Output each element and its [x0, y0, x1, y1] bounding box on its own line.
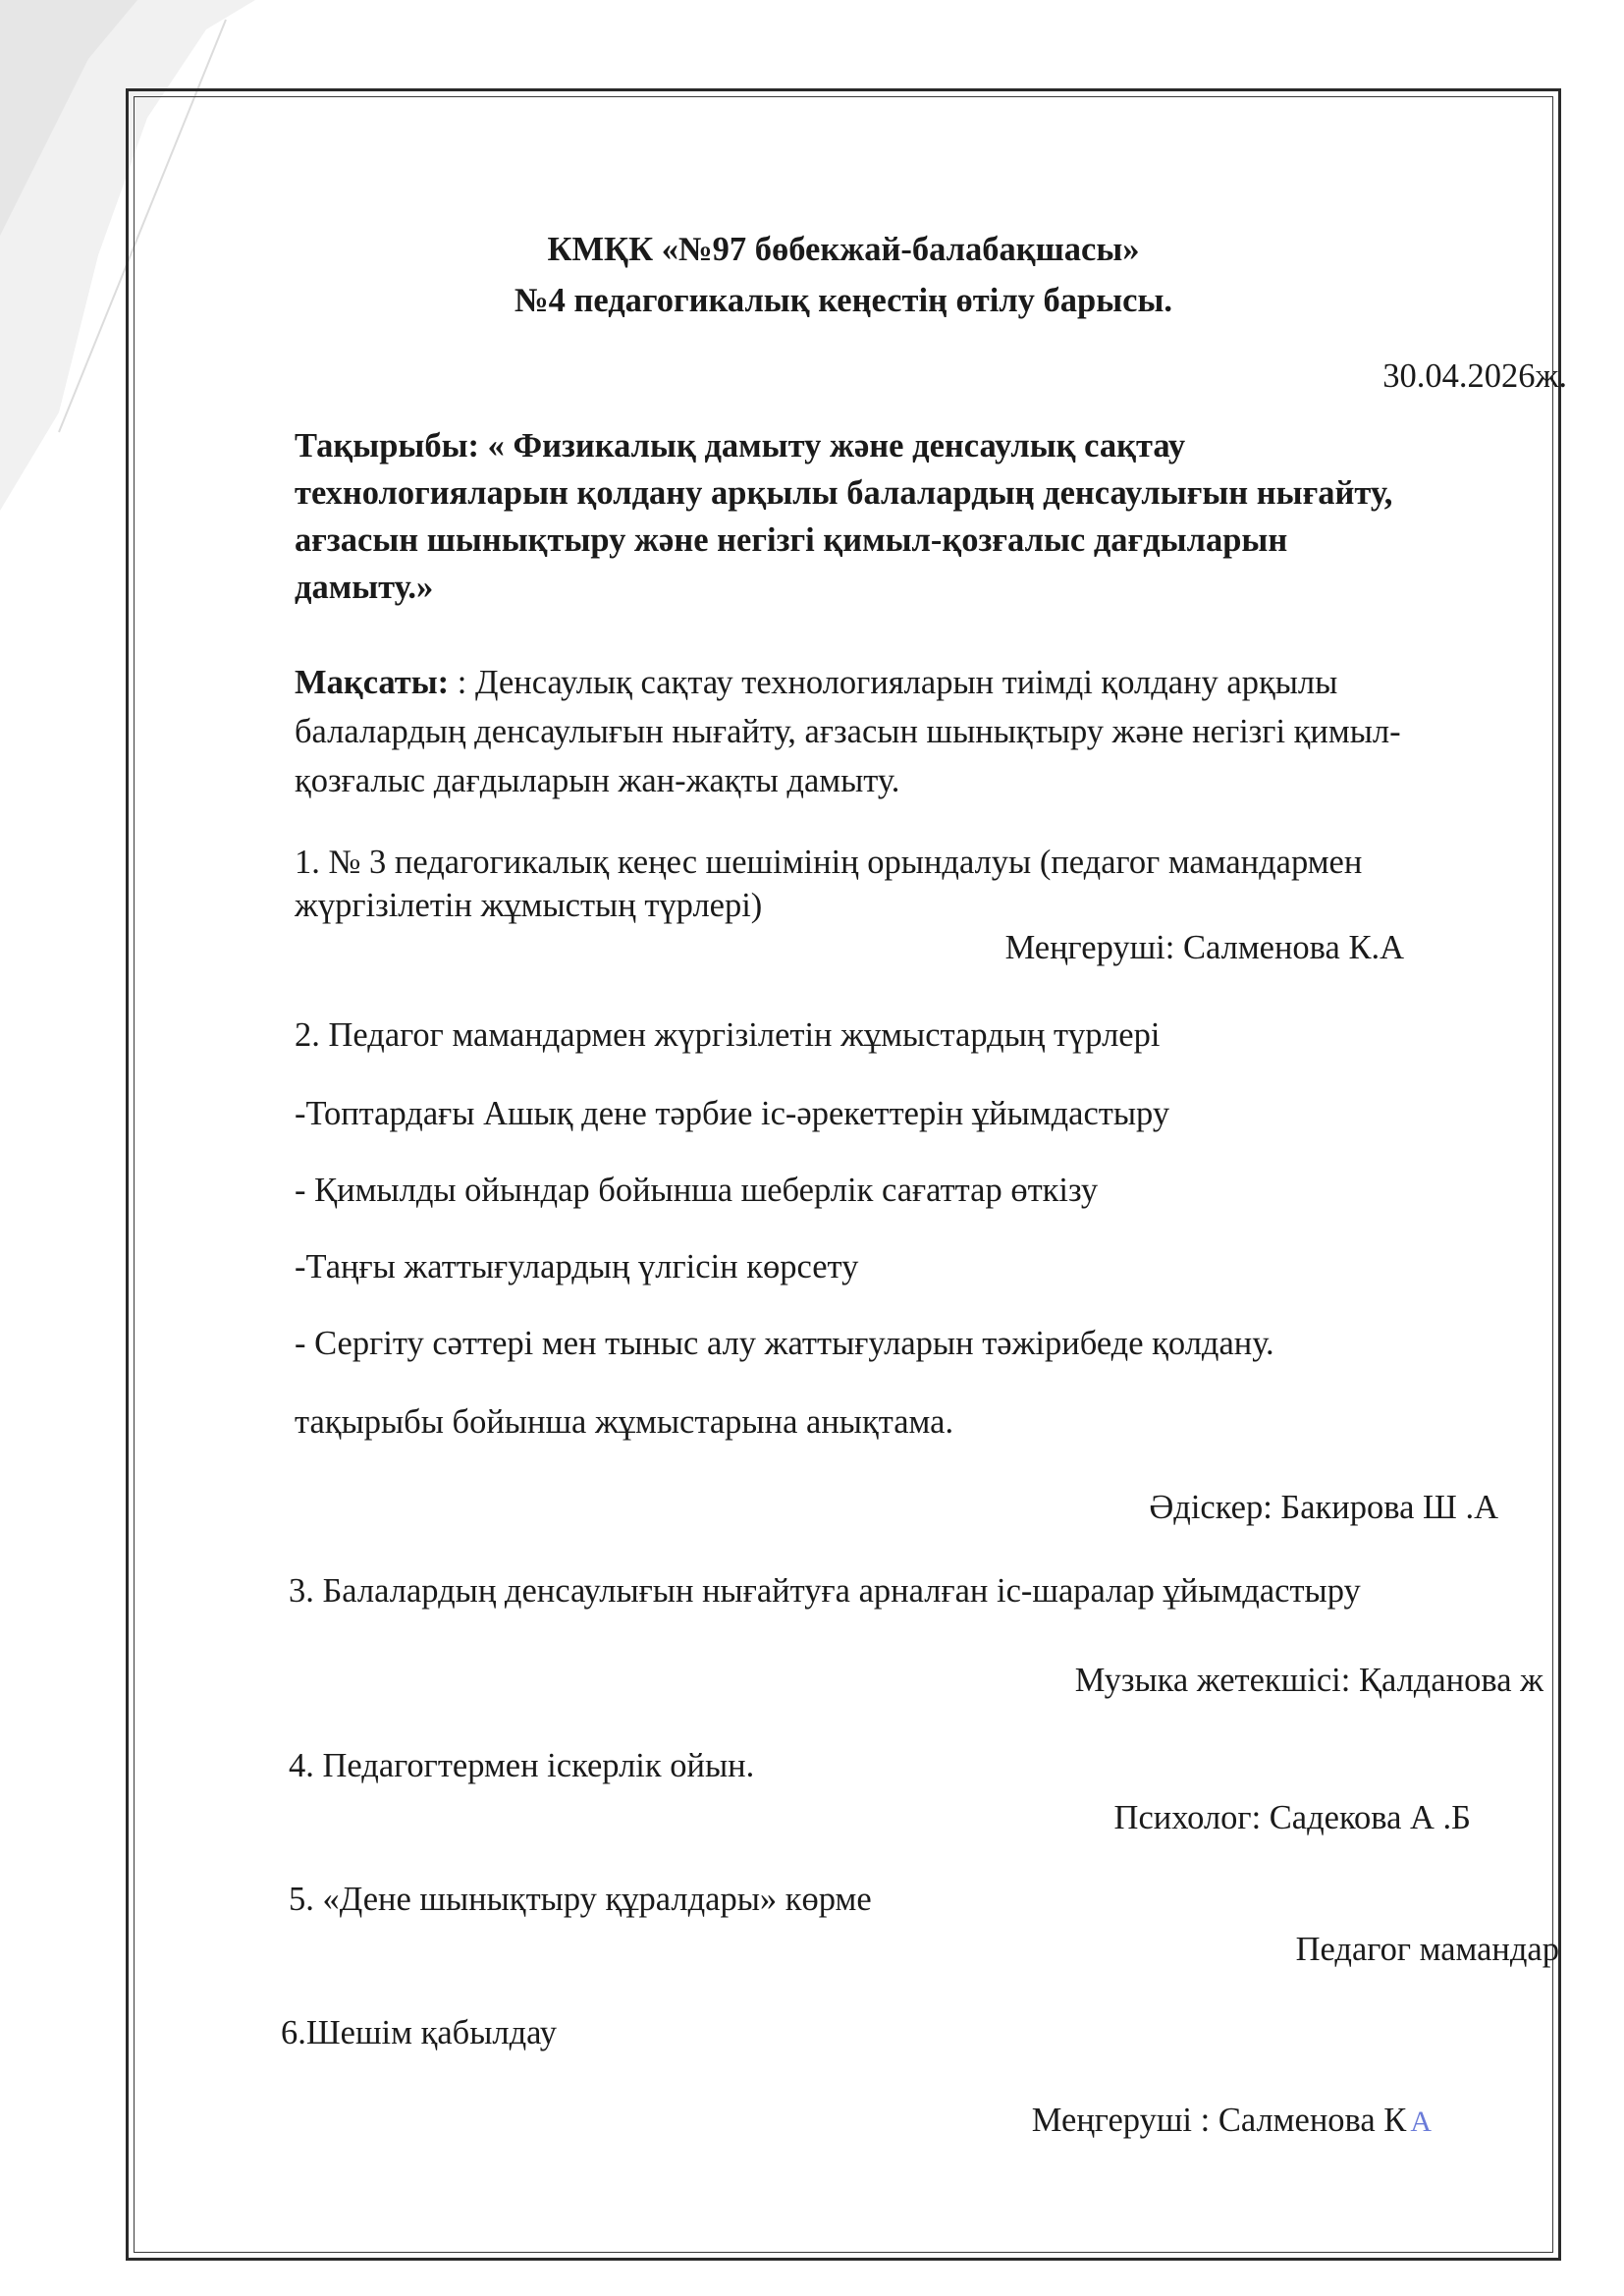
agenda-item-2-line-2: -Топтардағы Ашық дене тәрбие іс-әрекеттерін ұйымдастыру	[295, 1095, 1170, 1132]
agenda-item-3-responsible: Музыка жетекшісі: Қалданова ж	[1074, 1662, 1543, 1699]
topic-line-4: дамыту.»	[295, 569, 434, 606]
goal-label: Мақсаты:	[295, 664, 450, 701]
agenda-item-6-responsible: Меңгеруші : Салменова К А	[1031, 2102, 1432, 2139]
agenda-item-2-line-4: -Таңғы жаттығулардың үлгісін көрсету	[295, 1248, 859, 1285]
agenda-item-4: 4. Педагогтермен іскерлік ойын.	[289, 1747, 755, 1784]
org-name: КМҚК «№97 бөбекжай-балабақшасы»	[547, 231, 1140, 268]
agenda-item-2-line-1: 2. Педагог мамандармен жүргізілетін жұмыстардың түрлері	[295, 1016, 1161, 1054]
topic-label: Тақырыбы:	[295, 427, 480, 465]
agenda-item-1-line-1: 1. № 3 педагогикалық кеңес шешімінің орындалуы (педагог мамандармен	[295, 844, 1363, 881]
agenda-item-1-line-2: жүргізілетін жұмыстың түрлері)	[295, 887, 763, 924]
agenda-item-2-line-5: - Сергіту сәттері мен тыныс алу жаттығуларын тәжірибеде қолдану.	[295, 1325, 1274, 1362]
agenda-item-3: 3. Балалардың денсаулығын нығайтуға арналған іс-шаралар ұйымдастыру	[289, 1572, 1361, 1610]
document-title: №4 педагогикалық кеңестің өтілу барысы.	[514, 282, 1173, 319]
topic-line-2: технологияларын қолдану арқылы балалардың денсаулығын нығайту,	[295, 474, 1393, 512]
agenda-item-1	[295, 841, 1542, 927]
agenda-item-2-line-3: - Қимылды ойындар бойынша шеберлік сағаттар өткізу	[295, 1172, 1099, 1209]
agenda-item-1-responsible: Меңгеруші: Салменова К.А	[1004, 929, 1404, 966]
goal-block	[295, 658, 1542, 805]
goal-line-1: Мақсаты: : Денсаулық сақтау технологияларын тиімді қолдану арқылы	[295, 664, 1338, 701]
agenda-item-6: 6.Шешім қабылдау	[281, 2014, 557, 2051]
topic-line-1: Тақырыбы: « Физикалық дамыту және денсаулық сақтау	[295, 427, 1186, 465]
goal-line-3: қозғалыс дағдыларын жан-жақты дамыту.	[295, 762, 900, 799]
agenda-item-4-responsible: Психолог: Садекова А .Б	[1113, 1799, 1471, 1836]
agenda-item-2-responsible: Әдіскер: Бакирова Ш .А	[1149, 1489, 1498, 1526]
agenda-item-2-line-6: тақырыбы бойынша жұмыстарына анықтама.	[295, 1403, 954, 1441]
goal-line-2: балалардың денсаулығын нығайту, ағзасын шынықтыру және негізгі қимыл-	[295, 713, 1401, 750]
document-date: 30.04.2026ж.	[1382, 357, 1567, 395]
agenda-item-5: 5. «Дене шынықтыру құралдары» көрме	[289, 1881, 872, 1918]
agenda-item-5-responsible: Педагог мамандар	[1295, 1931, 1559, 1968]
topic-block	[295, 422, 1542, 611]
signature-mark: А	[1410, 2105, 1432, 2138]
topic-line-3: ағзасын шынықтыру және негізгі қимыл-қозғалыс дағдыларын	[295, 521, 1288, 559]
